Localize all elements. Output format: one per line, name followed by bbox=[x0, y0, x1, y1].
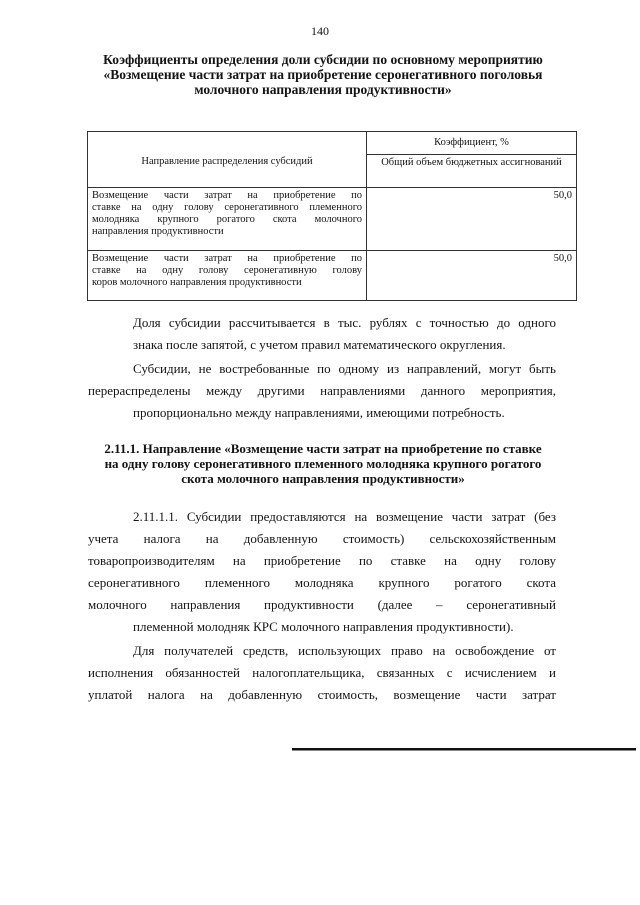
table-cell-coefficient: 50,0 bbox=[367, 187, 577, 250]
cell-line: молодняка крупного рогатого скота молочного bbox=[92, 213, 362, 225]
table-title: Коэффициенты определения доли субсидии по основному мероприятию «Возмещение части затрат на приобретение серонегативного поголовья молочного направления продуктивности» bbox=[103, 52, 543, 97]
cell-line: направления продуктивности bbox=[92, 225, 224, 237]
table-header-coefficient: Коэффициент, % bbox=[367, 132, 577, 155]
cell-line: ставке на одну голову серонегативную голову bbox=[92, 264, 362, 276]
paragraph-vat-exemption: Для получателей средств, использующих право на освобождение от исполнения обязанностей налогоплательщика, связанных с исчислением и уплатой налога на добавленную стоимость, возмещение части затрат bbox=[88, 643, 556, 702]
table-header-direction: Направление распределения субсидий bbox=[88, 132, 367, 188]
cell-line: ставке на одну голову серонегативного племенного bbox=[92, 201, 362, 213]
table-subheader-budget: Общий объем бюджетных ассигнований bbox=[367, 155, 577, 187]
section-heading: 2.11.1. Направление «Возмещение части затрат на приобретение по ставке на одну голову серонегативного племенного молодняка крупного рогатого скота молочного направления продуктивности» bbox=[104, 441, 542, 486]
paragraph-subsidy-terms: 2.11.1.1. Субсидии предоставляются на возмещение части затрат (без учета налога на добавленную стоимость) сельскохозяйственным товаропроизводителям на приобретение по ставке на одну голову серонегативного племенного молодняка крупного рогатого скота молочного направления продуктивности (далее – серонегативный племенной молодняк КРС молочного направления продуктивности). bbox=[88, 509, 556, 634]
coefficients-table bbox=[87, 131, 577, 301]
cell-line: коров молочного направления продуктивности bbox=[92, 276, 302, 288]
footer-rule-shadow bbox=[292, 750, 636, 751]
table-cell-direction bbox=[88, 250, 367, 300]
table-cell-direction bbox=[88, 187, 367, 250]
paragraph-rounding: Доля субсидии рассчитывается в тыс. рублях с точностью до одного знака после запятой, с учетом правил математического округления. bbox=[133, 315, 556, 352]
table-row bbox=[88, 250, 577, 300]
page-number: 140 bbox=[311, 24, 329, 38]
paragraph-redistribution: Субсидии, не востребованные по одному из направлений, могут быть перераспределены между другими направлениями данного мероприятия, пропорционально между направлениями, имеющими потребность. bbox=[88, 361, 556, 420]
cell-line: Возмещение части затрат на приобретение по bbox=[92, 252, 362, 264]
cell-line: Возмещение части затрат на приобретение по bbox=[92, 189, 362, 201]
table-cell-coefficient: 50,0 bbox=[367, 250, 577, 300]
table-row bbox=[88, 187, 577, 250]
